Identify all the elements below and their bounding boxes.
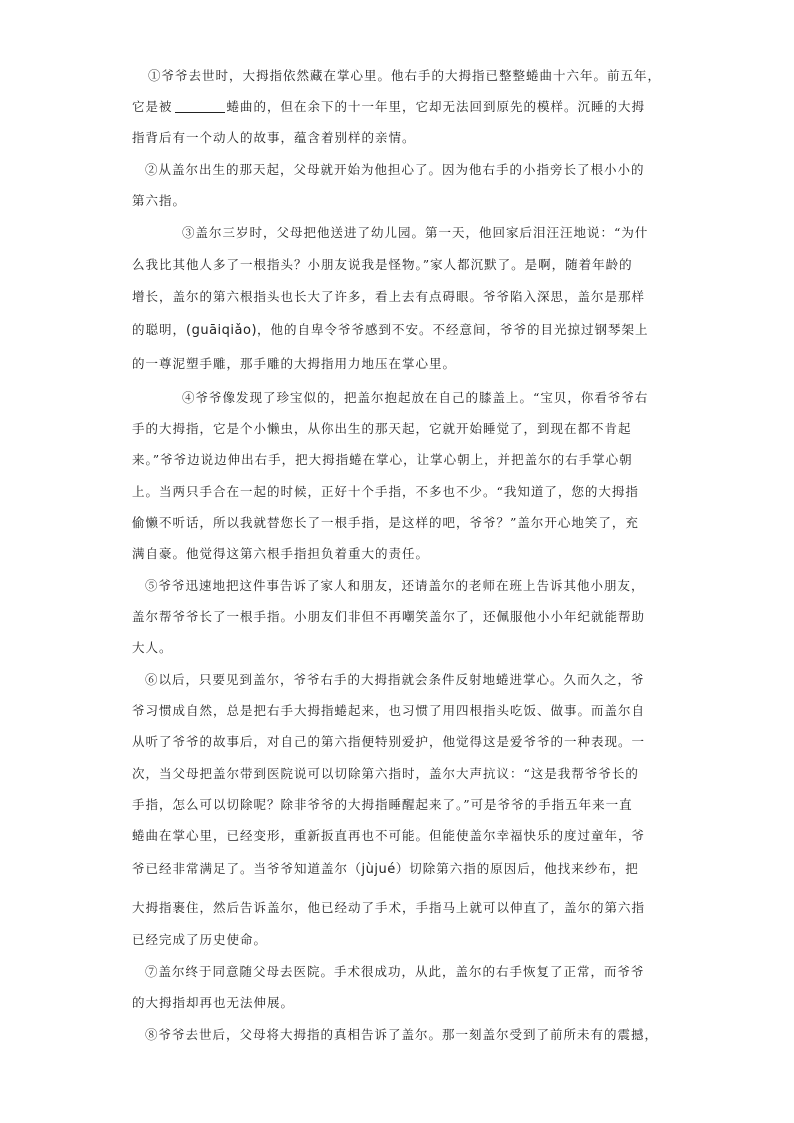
p5-line-2: 盖尔帮爷爷长了一根手指。小朋友们非但不再嘲笑盖尔了，还佩服他小小年纪就能帮助 [132, 609, 646, 624]
p7-line-1: ⑦盖尔终于同意随父母去医院。手术很成功，从此，盖尔的右手恢复了正常，而爷爷 [145, 964, 645, 979]
p1-line-1: ①爷爷去世时，大拇指依然藏在掌心里。他右手的大拇指已整整蜷曲十六年。前五年， [148, 68, 662, 83]
p4-line-1: ④爷爷像发现了珍宝似的，把盖尔抱起放在自己的膝盖上。“宝贝，你看爷爷右 [182, 390, 649, 405]
fill-in-blank[interactable] [175, 100, 225, 113]
pinyin-jujue: （jùjué） [348, 862, 410, 877]
p6-line-9: 已经完成了历史使命。 [132, 932, 268, 947]
p3-line-4 [132, 322, 649, 339]
p1-line-2 [132, 99, 645, 115]
p3-line-2: 么我比其他人多了一根指头？小朋友说我是怪物。”家人都沉默了。是啊，随着年龄的 [132, 257, 633, 272]
p1-line-2-start: 它是被 [132, 99, 173, 114]
p3-line-4-end: ，他的自卑令爷爷感到不安。不经意间，爷爷的目光掠过钢琴架上 [257, 322, 649, 337]
p6-line-7-end: 切除第六指的原因后，他找来纱布，把 [409, 861, 639, 876]
p6-line-2: 爷习惯成自然，总是把右手大拇指蜷起来，也习惯了用四根指头吃饭、做事。而盖尔自 [132, 703, 646, 718]
p8-line-1: ⑧爷爷去世后，父母将大拇指的真相告诉了盖尔。那一刻盖尔受到了前所未有的震撼， [145, 1027, 659, 1042]
p5-line-1: ⑤爷爷迅速地把这件事告诉了家人和朋友，还请盖尔的老师在班上告诉其他小朋友， [145, 578, 645, 593]
pinyin-guaiqiao: (guāiqiǎo) [186, 323, 258, 338]
p4-line-2: 手的大拇指，它是个小懒虫，从你出生的那天起，它就开始睡觉了，到现在都不肯起 [132, 421, 632, 436]
p6-line-3: 从听了爷爷的故事后，对自己的第六指便特别爱护，他觉得这是爱爷爷的一种表现。一 [132, 734, 646, 749]
p3-line-1: ③盖尔三岁时，父母把他送进了幼儿园。第一天，他回家后泪汪汪地说：“为什 [182, 225, 649, 240]
p4-line-6: 满自豪。他觉得这第六根手指担负着重大的责任。 [132, 546, 430, 561]
p6-line-7-start: 爷已经非常满足了。当爷爷知道盖尔 [132, 861, 349, 876]
p4-line-5: 偷懒不听话，所以我就替您长了一根手指，是这样的吧，爷爷？”盖尔开心地笑了，充 [132, 515, 639, 530]
p6-line-8: 大拇指裹住，然后告诉盖尔，他已经动了手术，手指马上就可以伸直了，盖尔的第六指 [132, 900, 646, 915]
p7-line-2: 的大拇指却再也无法伸展。 [132, 995, 295, 1010]
p3-line-4-start: 的聪明， [132, 322, 187, 337]
p4-line-3: 来。”爷爷边说边伸出右手，把大拇指蜷在掌心，让掌心朝上，并把盖尔的右手掌心朝 [132, 452, 633, 467]
p6-line-7 [132, 861, 639, 878]
p6-line-4: 次，当父母把盖尔带到医院说可以切除第六指时，盖尔大声抗议：“这是我帮爷爷长的 [132, 766, 639, 781]
p6-line-6: 蜷曲在掌心里，已经变形，重新扳直再也不可能。但能使盖尔幸福快乐的度过童年，爷 [132, 828, 646, 843]
p2-line-1: ②从盖尔出生的那天起，父母就开始为他担心了。因为他右手的小指旁长了根小小的 [145, 162, 645, 177]
p6-line-1: ⑥以后，只要见到盖尔，爷爷右手的大拇指就会条件反射地蜷进掌心。久而久之，爷 [145, 672, 645, 687]
p4-line-4: 上。当两只手合在一起的时候，正好十个手指，不多也不少。“我知道了，您的大拇指 [132, 484, 639, 499]
p3-line-3: 增长，盖尔的第六根指头也长大了许多，看上去有点碍眼。爷爷陷入深思，盖尔是那样 [132, 289, 646, 304]
p2-line-2: 第六指。 [132, 193, 187, 208]
p3-line-5: 的一尊泥塑手雕，那手雕的大拇指用力地压在掌心里。 [132, 356, 457, 371]
p6-line-5: 手指，怎么可以切除呢？除非爷爷的大拇指睡醒起来了。”可是爷爷的手指五年来一直 [132, 797, 633, 812]
p1-line-2-end: 蜷曲的，但在余下的十一年里，它却无法回到原先的模样。沉睡的大拇 [226, 99, 646, 114]
p5-line-3: 大人。 [132, 640, 173, 655]
p1-line-3: 指背后有一个动人的故事，蕴含着别样的亲情。 [132, 130, 416, 145]
